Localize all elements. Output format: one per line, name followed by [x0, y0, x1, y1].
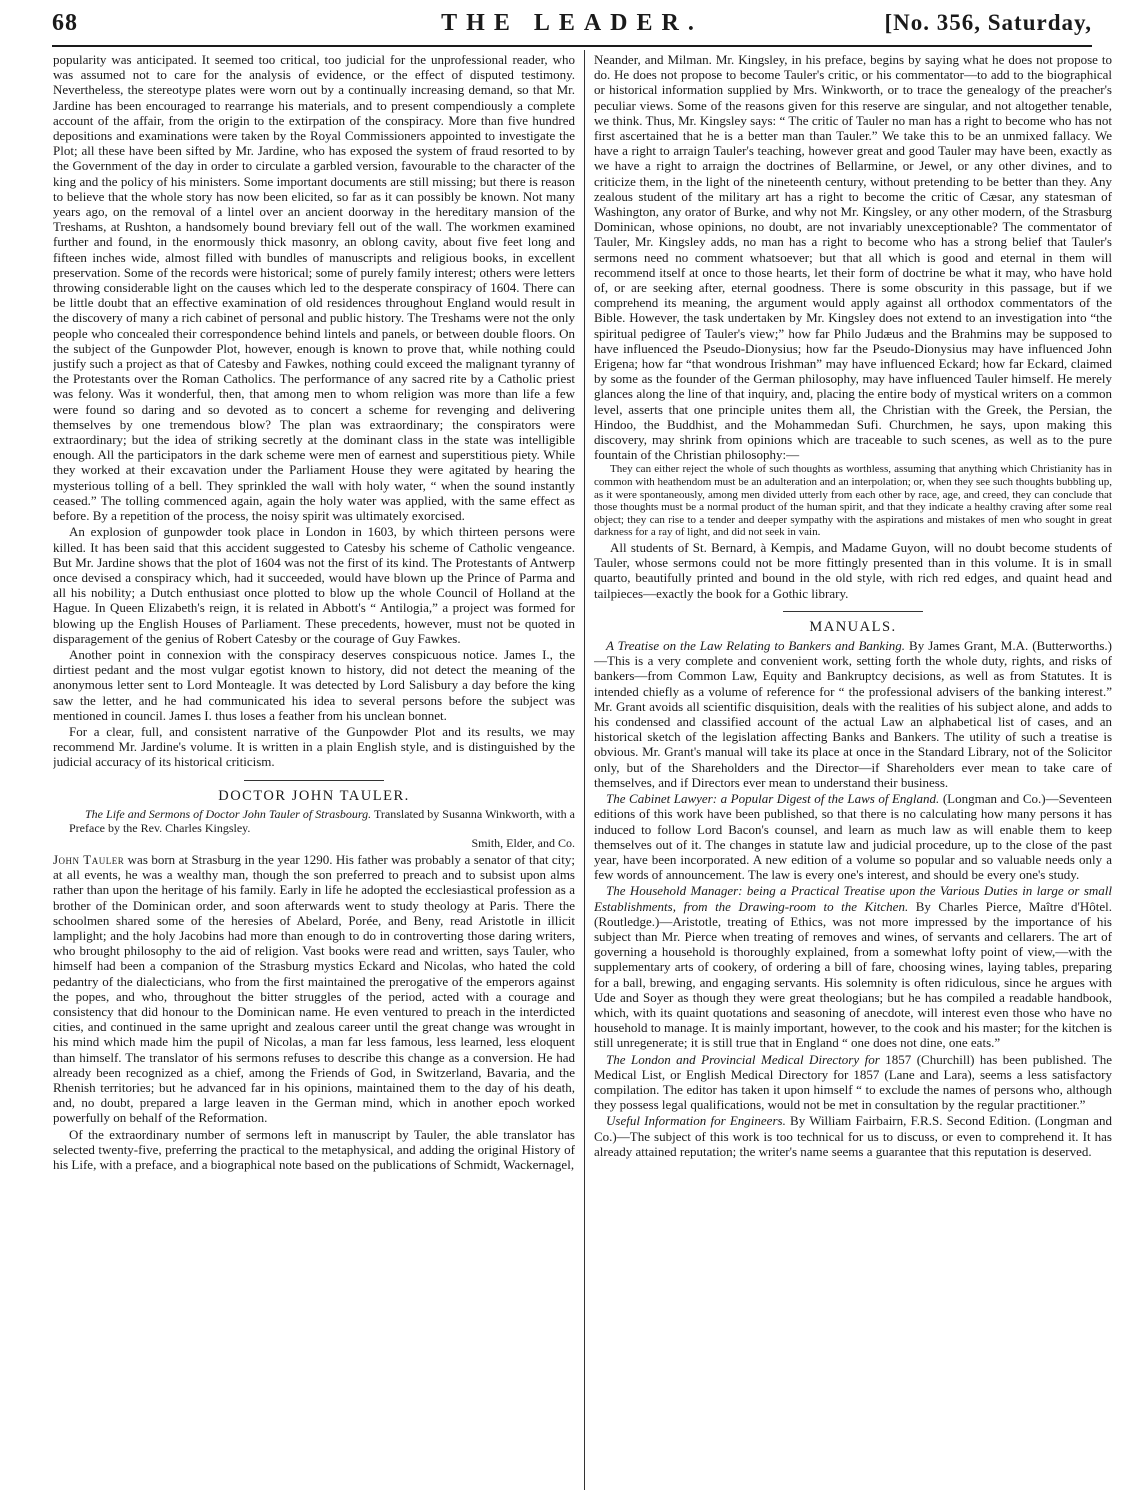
paragraph: An explosion of gunpowder took place in London in 1603, by which thirteen persons were killed. It has been said that this accident suggested to Catesby his scheme of Catholic vengeance. But Mr. Jardine shows that the plot of 1604 was not the first of its kind. The Protestants of Antwerp once devised a conspiracy which, had it succeeded, would have blown up the Prince of Parma and all his nobility; a Dutch enthusiast once plotted to blow up the whole Council of Holland at the Hague. In Queen Elizabeth's reign, it is related in Abbott's “ Antilogia,” a project was formed for blowing up the English Houses of Parliament. These precedents, however, must not be quoted in disparagement of the genius of Robert Catesby or the courage of Guy Fawkes. — [53, 524, 575, 646]
manual-entry — [594, 791, 1112, 882]
column-divider — [584, 50, 585, 1490]
manuals-list — [594, 638, 1112, 1159]
paragraph: popularity was anticipated. It seemed too critical, too judicial for the unprofessional reader, who was assumed not to care for the analysis of evidence, or the effect of disputed testimony. Nevertheless, the stereotype plates were worn out by a continually increasing demand, so that Mr. Jardine has been encouraged to rearrange his materials, and to present compendiously a complete account of the affair, from the origin to the extirpation of the conspiracy. More than five hundred depositions and examinations were taken by the Royal Commissioners appointed to investigate the Plot; all these have been sifted by Mr. Jardine, who has exposed the system of fraud resorted to by the Government of the day in order to circulate a garbled version, favourable to the character of the king and the policy of his ministers. Some important documents are still missing; but there is reason to believe that the whole story has now been elicited, so far as it can possibly be known. Not many years ago, on the removal of a lintel over an ancient doorway in the hereditary mansion of the Treshams, at Rushton, a handsomely bound breviary fell out of the wall. The workmen examined further and found, in the enormously thick masonry, an oblong cavity, about five feet long and fifteen inches wide, almost filled with bundles of manuscripts and religious books, in excellent preservation. Some of the records were historical; some of purely family interest; others were letters throwing considerable light on the causes which led to the desperate conspiracy of 1604. There can be little doubt that an effective examination of old residences throughout England would result in the discovery of many a rich cabinet of personal and public history. The Treshams were not the only people who concealed their correspondence behind lintels and panels, or between double floors. On the subject of the Gunpowder Plot, however, enough is known to prove that, while nothing could justify such a project as that of Catesby and Fawkes, nothing could exceed the malignant tyranny of the Protestants over the Roman Catholics. The performance of any sacred rite by a Catholic priest was felony. Was it wonderful, then, that among men to whom religion was more than life a few were found so daring and so devoted as to concert a scheme for revenging and delivering themselves by one tremendous blow? The plan was extraordinary; the conspirators were extraordinary; but the idea of striking secretly at the dominant class in the state was intelligible enough. All the participators in the dark scheme were men of earnest and superstitious piety. While they worked at their excavation under the Parliament House they were agitated by hearing the mysterious tolling of a bell. They sprinkled the wall with holy water, “ when the sound instantly ceased.” The tolling commenced again, again the holy water was applied, with the same effect as before. By a repetition of the process, the noisy spirit was ultimately exorcised. — [53, 52, 575, 524]
manual-entry — [594, 1113, 1112, 1159]
manual-title: The London and Provincial Medical Directory for — [606, 1051, 880, 1067]
header-rule — [52, 45, 1092, 47]
right-column — [594, 52, 1112, 1488]
manual-body: By William Fairbairn, F.R.S. Second Edition. (Longman and Co.)—The subject of this work is too technical for us to discuss, or even to comprehend it. It has already attained reputation; the writer's name seems a guarantee that this reputation is deserved. — [594, 1113, 1112, 1159]
manual-body: By James Grant, M.A. (Butterworths.)—This is a very complete and convenient work, setting forth the whole duty, rights, and risks of bankers—from Common Law, Equity and Bankruptcy decisions, as well as from Statutes. It is intended chiefly as a volume of reference for “ the professional advisers of the banking interest.” Mr. Grant avoids all scientific disquisition, deals with the realities of his subject alone, and adds to his condensed and classified account of the actual Law an alphabetical list of cases, and an historical sketch of the legislation affecting Banks and Bankers. The utility of such a treatise is obvious. Mr. Grant's manual will take its place at once in the Standard Library, not of the Solicitor only, but of the Shareholders and the Director—if Shareholders ever mean to take care of themselves, and if Directors ever mean to understand their business. — [594, 638, 1112, 790]
manual-body: 1857 (Churchill) has been published. The Medical List, or English Medical Directory for 1857 (Lane and Lara), seems a less satisfactory compilation. The editor has taken it upon himself “ to exclude the names of persons who, although they possess legal qualifications, would not be met in consultation by the regular practitioner.” — [594, 1051, 1112, 1113]
paragraph — [53, 852, 575, 1126]
manual-entry — [594, 638, 1112, 790]
paragraph: For a clear, full, and consistent narrative of the Gunpowder Plot and its results, we may recommend Mr. Jardine's volume. It is written in a plain English style, and is distinguished by the judicial accuracy of its historical criticism. — [53, 723, 575, 770]
manual-entry — [594, 1052, 1112, 1113]
book-credits: Translated by Susanna Winkworth, with a Preface by the Rev. Charles Kingsley. — [69, 806, 575, 835]
manual-entry — [594, 883, 1112, 1050]
paragraph: Of the extraordinary number of sermons left in manuscript by Tauler, the able translator has selected twenty-five, preferring the practical to the metaphysical, and adding the original History of his Life, with a preface, and a biographical note based on the publications of Schmidt, Wackernagel, — [53, 1126, 575, 1173]
page-number: 68 — [52, 10, 78, 36]
section-heading-tauler: DOCTOR JOHN TAULER. — [218, 787, 410, 804]
block-quote: They can either reject the whole of such thoughts as worthless, assuming that anything which Christianity has in common with heathendom must be an adulteration and an interpolation; or, when they see such thoughts bubbling up, as it were spontaneously, among men divided utterly from each other by race, age, and creed, they can conclude that those thoughts must be a normal product of the human spirit, and that they indicate a healthy craving after some real object; they can rise to a tender and deeper sympathy with the aspirations and mistakes of men who sought in great darkness for a ray of light, and did not seek in vain. — [594, 463, 1112, 539]
masthead: THE LEADER. — [441, 10, 703, 36]
book-title: The Life and Sermons of Doctor John Tauler of Strasbourg. — [85, 806, 372, 821]
manual-body: (Longman and Co.)—Seventeen editions of this work have been published, so that there is no calculating how many persons it has induced to follow Lord Bacon's counsel, and learn as much law as will enable them to keep themselves out of it. The changes in statute law and judicial procedure, up to the close of the past year, have been incorporated. A new edition of a volume so popular and so valuable needs only a few words of announcement. The law is every one's interest, and should be every one's study. — [594, 791, 1112, 883]
paragraph: Another point in connexion with the conspiracy deserves conspicuous notice. James I., the dirtiest pedant and the most vulgar egotist known to history, did not detect the meaning of the anonymous letter sent to Lord Monteagle. It was detected by Lord Salisbury a day before the king saw the letter, and he had communicated his idea to several persons before the subject was mentioned in council. James I. thus loses a feather from his unclean bonnet. — [53, 646, 575, 723]
book-citation — [53, 807, 575, 835]
lead-in: John Tauler — [53, 851, 125, 867]
paragraph-text: was born at Strasburg in the year 1290. His father was probably a senator of that city; at all events, he was a wealthy man, though the son preferred to preach and to subsist upon alms rather than upon the heritage of his family. Early in life he adopted the ecclesiastical profession as a brother of the Dominican order, and soon afterwards went to study theology at Paris. There the schoolmen shared some of the heresies of Abelard, Porée, and Beny, read Aristotle in illicit lamplight; and the holy Jacobins had more than enough to do in controverting those daring writers, who brought philosophy to the aid of religion. Vast books were read and written, says Tauler, who himself had been a companion of the Strasburg mystics Eckard and Nicolas, who hated the cold pedantry of the dialecticians, who from the first maintained the prerogative of the emperors against the popes, and who, throughout the bitter struggles of the period, acted with a courage and consistency that did honour to the Dominican name. He even ventured to preach in the interdicted cities, and continued in the same upright and zealous career until the great change was wrought in his mind which made him the pupil of Nicolas, a man far less famous, less learned, less eloquent than himself. The translator of his sermons refuses to describe this change as a conversion. He had already been recognized as a chief, among the Friends of God, in Switzerland, Bavaria, and the Rhenish territories; but he advanced far in his opinions, maintained them to the day of his death, and, no doubt, prepared a large leaven in the German mind, which in another epoch worked powerfully on behalf of the Reformation. — [53, 851, 575, 1126]
section-rule — [783, 611, 923, 612]
book-publisher: Smith, Elder, and Co. — [471, 835, 575, 850]
section-rule — [244, 780, 384, 781]
manual-title: Useful Information for Engineers. — [606, 1113, 786, 1129]
manual-title: A Treatise on the Law Relating to Bankers and Banking. — [606, 638, 906, 654]
page-header — [52, 10, 1092, 44]
issue-label: [No. 356, Saturday, — [884, 10, 1092, 35]
left-column — [53, 52, 575, 1488]
paragraph: All students of St. Bernard, à Kempis, and Madame Guyon, will no doubt become students of Tauler, whose sermons could not be more fittingly presented than in this volume. It is in small quarto, beautifully printed and bound in the old style, with rich red edges, and quaint head and tailpieces—exactly the book for a Gothic library. — [594, 540, 1112, 601]
manual-body: By Charles Pierce, Maître d'Hôtel. (Routledge.)—Aristotle, treating of Ethics, was not more impressed by the importance of his subject than Mr. Pierce when treating of removes and wines, of servants and cellarers. The art of governing a household is thoroughly explained, from a somewhat lofty point of view,—with the supplementary arts of cookery, of ordering a bill of fare, choosing wines, laying tables, preparing for a ball, brewing, and engaging servants. His solemnity is often ridiculous, since he argues with Ude and Soyer as though they were great theologians; but he has compiled a readable handbook, which, with its quaint quotations and seasoning of anecdote, will interest even those who have no household to manage. It is mainly important, however, to the cook and his master; for the kitchen is still unregenerate; it is still true that in England “ one does not dine, one eats.” — [594, 898, 1112, 1051]
section-heading-manuals: MANUALS. — [809, 618, 897, 635]
paragraph: Neander, and Milman. Mr. Kingsley, in his preface, begins by saying what he does not propose to do. He does not propose to become Tauler's critic, or his commentator—to add to the biographical or historical information supplied by Mrs. Winkworth, or to trace the genealogy of the preacher's peculiar views. Some of the reasons given for this reserve are singular, and not altogether tenable, we think. Thus, Mr. Kingsley says: “ The critic of Tauler no man has a right to become who has not first ascertained that he is a better man than Tauler.” We take this to be an unmixed fallacy. We have a right to arraign Tauler's teaching, however great and good Tauler may have been, exactly as we have a right to arraign the doctrines of Bellarmine, or Jewel, or any other divines, and to criticize them, in the light of the nineteenth century, without pretending to be better than they. Any zealous student of the military art has a right to become the critic of Cæsar, any statesman of Washington, any orator of Burke, and why not Mr. Kingsley, or any other modern, of the Strasburg Dominican, whose opinions, no doubt, are not invariably unexceptionable? The commentator of Tauler, Mr. Kingsley adds, no man has a right to become who has a strong belief that Tauler's sermons need no comment whatsoever; but that all which is good and eternal in them will recommend itself at once to those hearts, let their form of doctrine be what it may, who have hold of, or are seeking after, eternal goodness. There is some obscurity in this passage, but if we comprehend its meaning, the argument would apply against all orthodox commentators of the Bible. However, the task undertaken by Mr. Kingsley does not extend to an investigation into “the spiritual pedigree of Tauler's view;” how far Philo Judæus and the Brahmins may be supposed to have influenced the Pseudo-Dionysius; how far the Pseudo-Dionysius may have influenced John Erigena; how far “that wondrous Irishman” may have influenced Eckard; how far Eckard, claimed by some as the founder of the German philosophy, may have influenced Tauler himself. He merely glances along the line of that inquiry, and, placing the entire body of mystical writers on a common level, asserts that one principle unites them all, the Christian with the Greek, the Persian, the Hindoo, the Buddhist, and the Mohammedan Sufi. Churchmen, he says, upon making this discovery, may shrink from opinions which are traceable to such scenes, as well as to the pure fountain of the Christian philosophy:— — [594, 52, 1112, 463]
manual-title: The Cabinet Lawyer: a Popular Digest of the Laws of England. — [606, 791, 940, 807]
manual-title: The Household Manager: being a Practical Treatise upon the Various Duties in large or small Establishments, from the Drawing-room to the Kitchen. — [594, 883, 1112, 914]
